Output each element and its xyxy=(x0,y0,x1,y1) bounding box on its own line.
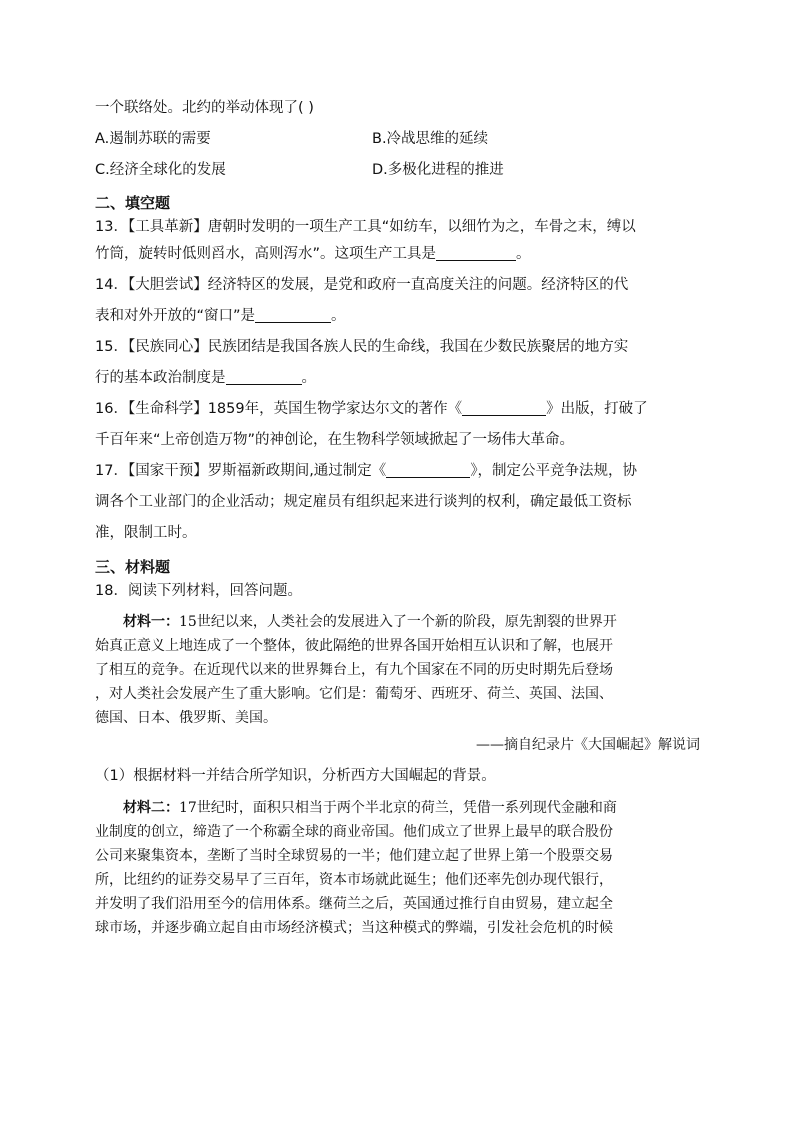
q12-option-b[interactable]: B.冷战思维的延续 xyxy=(372,131,489,147)
q14-line-2 xyxy=(95,301,700,332)
material-2-line-5: 并发明了我们沿用至今的信用体系。继荷兰之后，英国通过推行自由贸易，建立起全 xyxy=(95,896,613,912)
q17-answer-blank[interactable] xyxy=(386,461,470,478)
q15-text: 行的基本政治制度是 xyxy=(95,370,226,386)
q14-answer-blank[interactable] xyxy=(255,306,331,323)
material-1-source: ——摘自纪录片《大国崛起》解说词 xyxy=(476,737,700,753)
question-14 xyxy=(95,270,700,332)
material-2-line-2: 业制度的创立，缔造了一个称霸全球的商业帝国。他们成立了世界上最早的联合股份 xyxy=(95,824,613,840)
q12-option-d[interactable]: D.多极化进程的推进 xyxy=(372,162,504,178)
material-2-text-1: 17世纪时，面积只相当于两个半北京的荷兰，凭借一系列现代金融和商 xyxy=(179,800,617,816)
question-15 xyxy=(95,332,700,394)
material-1-text-1: 15世纪以来，人类社会的发展进入了一个新的阶段，原先割裂的世界开 xyxy=(179,614,617,630)
q14-text-end: 。 xyxy=(331,308,346,324)
material-2-line-1 xyxy=(95,796,700,820)
question-13 xyxy=(95,215,700,270)
q16-answer-blank[interactable] xyxy=(462,399,546,416)
material-1-line-4: ，对人类社会发展产生了重大影响。它们是：葡萄牙、西班牙、荷兰、英国、法国、 xyxy=(95,686,613,702)
q16-text: 16．【生命科学】1859年，英国生物学家达尔文的著作《 xyxy=(95,401,463,417)
q15-line-1: 15．【民族同心】民族团结是我国各族人民的生命线，我国在少数民族聚居的地方实 xyxy=(95,339,629,355)
material-1-line-3: 了相互的竞争。在近现代以来的世界舞台上，有九个国家在不同的历史时期先后登场 xyxy=(95,662,613,678)
q13-answer-blank[interactable] xyxy=(436,244,516,261)
q13-line-1: 13．【工具革新】唐朝时发明的一项生产工具“如纺车，以细竹为之，车骨之末，缚以 xyxy=(95,219,636,235)
q17-text: 17．【国家干预】罗斯福新政期间,通过制定《 xyxy=(95,463,387,479)
material-2 xyxy=(95,796,700,940)
section-heading-fill-blank: 二、填空题 xyxy=(95,194,171,212)
material-1-line-1 xyxy=(95,610,700,634)
material-1 xyxy=(95,610,700,730)
q15-text-end: 。 xyxy=(301,370,316,386)
q13-line-2 xyxy=(95,239,700,270)
q15-line-2 xyxy=(95,363,700,394)
q18-sub-question-1: （1）根据材料一并结合所学知识，分析西方大国崛起的背景。 xyxy=(95,768,496,784)
q12-option-a[interactable]: A.遏制苏联的需要 xyxy=(95,131,211,147)
material-1-line-5: 德国、日本、俄罗斯、美国。 xyxy=(95,710,277,726)
material-1-line-2: 始真正意义上地连成了一个整体，彼此隔绝的世界各国开始相互认识和了解，也展开 xyxy=(95,638,613,654)
material-2-label: 材料二： xyxy=(123,800,179,816)
section-heading-material: 三、材料题 xyxy=(95,558,171,576)
material-2-line-6: 球市场，并逐步确立起自由市场经济模式；当这种模式的弊端，引发社会危机的时候 xyxy=(95,920,613,936)
q12-options-row-1 xyxy=(95,127,700,151)
q17-line-2: 调各个工业部门的企业活动；规定雇员有组织起来进行谈判的权利，确定最低工资标 xyxy=(95,494,632,510)
q16-line-2: 千百年来“上帝创造万物”的神创论，在生物科学领域掀起了一场伟大革命。 xyxy=(95,432,575,448)
question-16 xyxy=(95,394,700,456)
material-1-label: 材料一： xyxy=(123,614,179,630)
q16-text-end: 》出版，打破了 xyxy=(546,401,648,417)
q17-text-end: 》，制定公平竞争法规，协 xyxy=(470,463,638,479)
q14-line-1: 14．【大胆尝试】经济特区的发展，是党和政府一直高度关注的问题。经济特区的代 xyxy=(95,277,629,293)
question-17 xyxy=(95,456,700,549)
material-2-line-4: 所，比纽约的证券交易早了三百年，资本市场就此诞生；他们还率先创办现代银行， xyxy=(95,872,613,888)
q15-answer-blank[interactable] xyxy=(226,368,302,385)
q13-text-end: 。 xyxy=(516,246,531,262)
q12-option-c[interactable]: C.经济全球化的发展 xyxy=(95,162,226,178)
q14-text: 表和对外开放的“窗口”是 xyxy=(95,308,256,324)
material-2-line-3: 公司来聚集资本，垄断了当时全球贸易的一半；他们建立起了世界上第一个股票交易 xyxy=(95,848,613,864)
q13-text: 竹筒，旋转时低则舀水，高则泻水”。这项生产工具是 xyxy=(95,246,437,262)
q12-stem-continuation: 一个联络处。北约的举动体现了( ) xyxy=(95,100,314,116)
page-content xyxy=(95,96,700,940)
q17-line-1 xyxy=(95,456,700,487)
q16-line-1 xyxy=(95,394,700,425)
q12-options-row-2 xyxy=(95,158,700,182)
q17-line-3: 准，限制工时。 xyxy=(95,525,197,541)
q18-intro: 18．阅读下列材料，回答问题。 xyxy=(95,583,302,599)
